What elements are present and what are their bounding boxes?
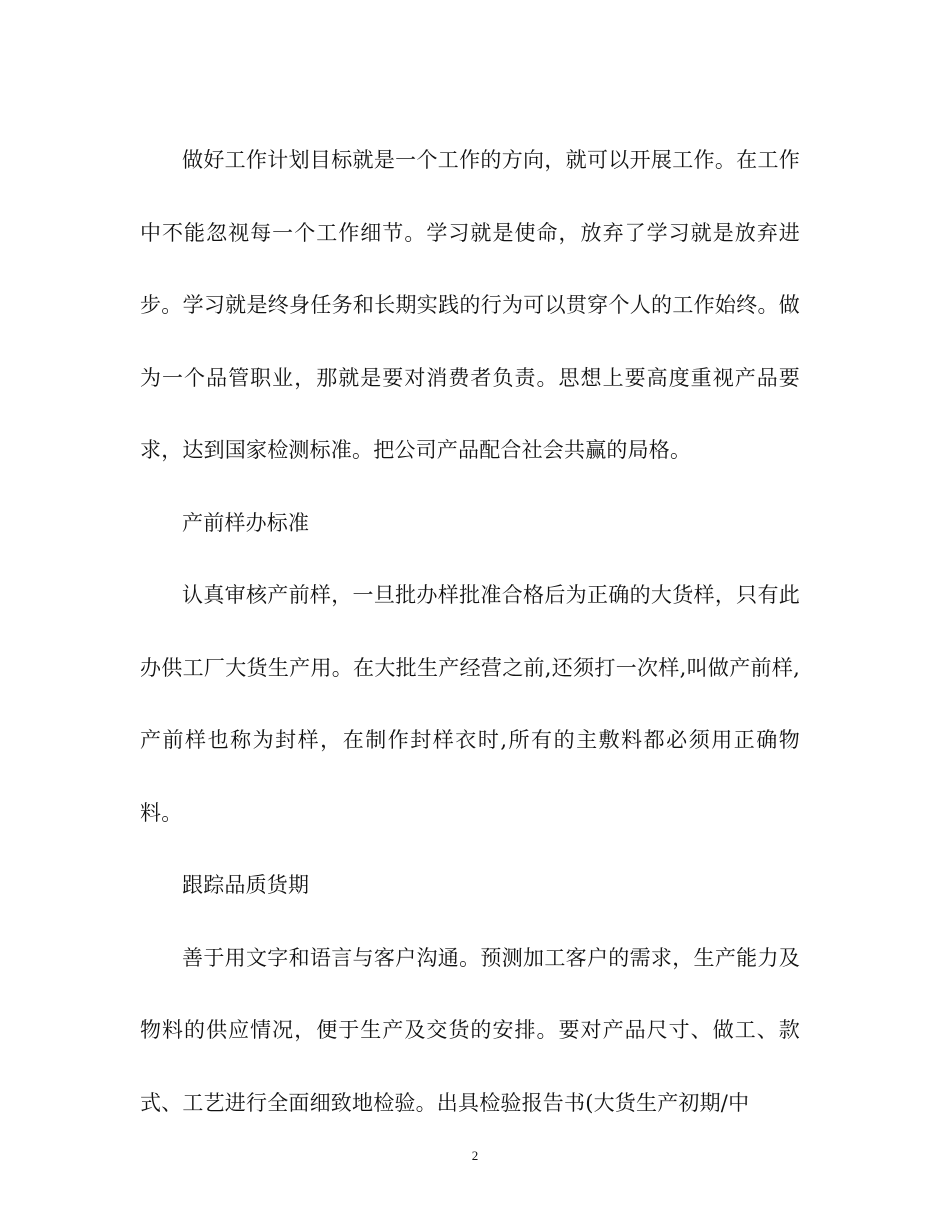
page-number: 2 <box>471 1148 479 1163</box>
heading-track-quality-delivery: 跟踪品质货期 <box>182 873 310 897</box>
paragraph-work-plan: 做好工作计划目标就是一个工作的方向，就可以开展工作。在工作中不能忽视每一个工作细节。学习就是使命，放弃了学习就是放弃进步。学习就是终身任务和长期实践的行为可以贯穿个人的工作始终。做为一个品管职业，那就是要对消费者负责。思想上要高度重视产品要求，达到国家检测标准。把公司产品配合社会共赢的局格。 <box>140 148 800 462</box>
body-text <box>140 124 800 1139</box>
paragraph-pre-production-sample: 认真审核产前样，一旦批办样批准合格后为正确的大货样，只有此办供工厂大货生产用。在大批生产经营之前,还须打一次样,叫做产前样,产前样也称为封样，在制作封样衣时,所有的主敷料都必须用正确物料。 <box>140 583 800 825</box>
paragraph-track-quality-delivery: 善于用文字和语言与客户沟通。预测加工客户的需求，生产能力及物料的供应情况，便于生产及交货的安排。要对产品尺寸、做工、款式、工艺进行全面细致地检验。出具检验报告书(大货生产初期/中 <box>140 945 800 1115</box>
heading-pre-production-sample: 产前样办标准 <box>182 510 310 535</box>
